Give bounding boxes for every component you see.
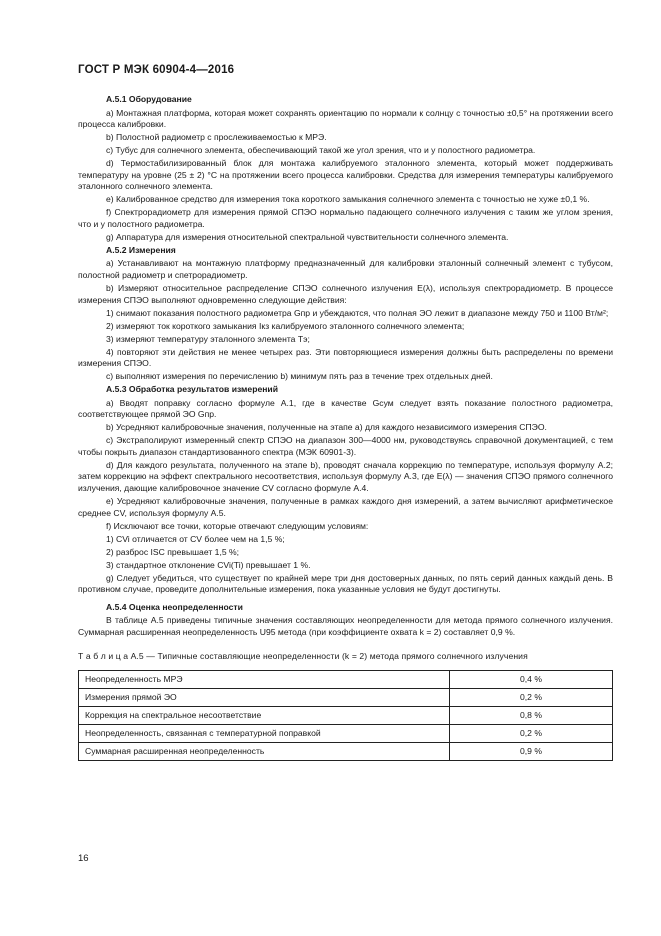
paragraph: b) Усредняют калибровочные значения, полученные на этапе a) для каждого независимого измерения СПЭО. xyxy=(106,422,547,433)
paragraph: 3) измеряют температуру эталонного элемента Tэ; xyxy=(106,333,310,344)
paragraph: e) Усредняют калибровочные значения, полученные в рамках каждого дня измерений, а затем вычисляют арифметическое среднее CV, используя формулу А.5. xyxy=(78,496,613,518)
row-label: Суммарная расширенная неопределенность xyxy=(79,743,450,761)
row-value: 0,4 % xyxy=(450,671,613,689)
row-value: 0,8 % xyxy=(450,707,613,725)
section-heading: А.5.4 Оценка неопределенности xyxy=(106,601,243,612)
section-heading: А.5.1 Оборудование xyxy=(106,94,192,104)
row-value: 0,2 % xyxy=(450,725,613,743)
page-header-title: ГОСТ Р МЭК 60904-4—2016 xyxy=(78,64,235,76)
paragraph: В таблице А.5 приведены типичные значения составляющих неопределенности для метода прямого солнечного излучения. Суммарная расширенная неопределенность U95 метода (при коэффициенте охвата k = 2) составляет 0,9 %. xyxy=(78,615,613,637)
row-value: 0,2 % xyxy=(450,689,613,707)
paragraph: a) Устанавливают на монтажную платформу предназначенный для калибровки эталонный солнечный элемент с тубусом, полостной радиометр и спетрорадиометр. xyxy=(78,258,613,281)
row-label: Неопределенность МРЭ xyxy=(79,671,450,689)
uncertainty-table xyxy=(78,670,613,761)
table-row xyxy=(79,743,613,761)
paragraph: 1) снимают показания полостного радиометра Gпр и убеждаются, что полная ЭО лежит в диапазоне между 750 и 1100 Вт/м²; xyxy=(106,307,609,318)
section-heading: А.5.3 Обработка результатов измерений xyxy=(106,384,278,395)
row-label: Измерения прямой ЭО xyxy=(79,689,450,707)
paragraph: c) Тубус для солнечного элемента, обеспечивающий такой же угол зрения, что и у полостного радиометра. xyxy=(106,145,536,156)
table-row xyxy=(79,725,613,743)
paragraph: a) Монтажная платформа, которая может сохранять ориентацию по нормали к солнцу с точностью ±0,5° на протяжении всего процесса калибровки. xyxy=(78,107,613,130)
paragraph: e) Калиброванное средство для измерения тока короткого замыкания солнечного элемента с точностью не хуже ±0,1 %. xyxy=(106,194,590,205)
paragraph: 2) измеряют ток короткого замыкания Iкз калибруемого эталонного солнечного элемента; xyxy=(106,320,465,331)
paragraph: f) Спектрорадиометр для измерения прямой СПЭО нормально падающего солнечного излучения с таким же углом зрения, что и у полостного радиометра. xyxy=(78,207,613,229)
table-caption: Т а б л и ц а А.5 — Типичные составляющие неопределенности (k = 2) метода прямого солнечного излучения xyxy=(78,650,528,661)
table-row xyxy=(79,671,613,689)
paragraph: 2) разброс ISC превышает 1,5 %; xyxy=(106,546,240,557)
paragraph: f) Исключают все точки, которые отвечают следующим условиям: xyxy=(106,520,369,531)
paragraph: 1) CVi отличается от CV более чем на 1,5 %; xyxy=(106,533,285,544)
row-value: 0,9 % xyxy=(450,743,613,761)
row-label: Коррекция на спектральное несоответствие xyxy=(79,707,450,725)
page-number: 16 xyxy=(78,853,89,864)
paragraph: a) Вводят поправку согласно формуле А.1, где в качестве Gсум следует взять показание полостного радиометра, соответствующее прямой ЭО Gпр. xyxy=(78,397,613,420)
section-heading: А.5.2 Измерения xyxy=(106,244,176,255)
row-label: Неопределенность, связанная с температурной поправкой xyxy=(79,725,450,743)
table-row xyxy=(79,707,613,725)
paragraph: 3) стандартное отклонение CVi(Ti) превышает 1 %. xyxy=(106,559,311,570)
document-body xyxy=(78,94,613,761)
paragraph: b) Полостной радиометр с прослеживаемостью к МРЭ. xyxy=(106,132,327,143)
paragraph: g) Следует убедиться, что существует по крайней мере три дня достоверных данных, по пять серий данных каждый день. В противном случае, проведите дополнительные измерения, пока указанные условия не будут достигнуты. xyxy=(78,572,613,595)
paragraph: d) Термостабилизированный блок для монтажа калибруемого эталонного элемента, который может поддерживать температуру на уровне (25 ± 2) °С на протяжении всего процесса калибровки. Средства для измерения температуры калибруемого эталонного солнечного элемента. xyxy=(78,158,613,192)
paragraph: c) Экстраполируют измеренный спектр СПЭО на диапазон 300—4000 нм, руководствуясь справочной документацией, с тем чтобы покрыть диапазон стандартизованного спектра (МЭК 60901-3). xyxy=(78,435,613,457)
table-row xyxy=(79,689,613,707)
paragraph: d) Для каждого результата, полученного на этапе b), проводят сначала коррекцию по температуре, используя формулу А.2; затем коррекцию на эффект спектрального несоответствия, используя формулу А.3, где E(λ) — значения СПЭО прямого солнечного излучения, дающие калибровочное значение CV согласно формуле А.4. xyxy=(78,459,613,494)
paragraph: c) выполняют измерения по перечислению b) минимум пять раз в течение трех отдельных дней. xyxy=(106,371,493,382)
paragraph: b) Измеряют относительное распределение СПЭО солнечного излучения E(λ), используя спектрорадиометр. В процессе измерения СПЭО выполняют одновременно следующие действия: xyxy=(78,283,613,305)
paragraph: 4) повторяют эти действия не менее четырех раз. Эти повторяющиеся измерения должны быть распределены по времени измерения СПЭО. xyxy=(78,346,613,369)
paragraph: g) Аппаратура для измерения относительной спектральной чувствительности солнечного элемента. xyxy=(106,231,509,242)
